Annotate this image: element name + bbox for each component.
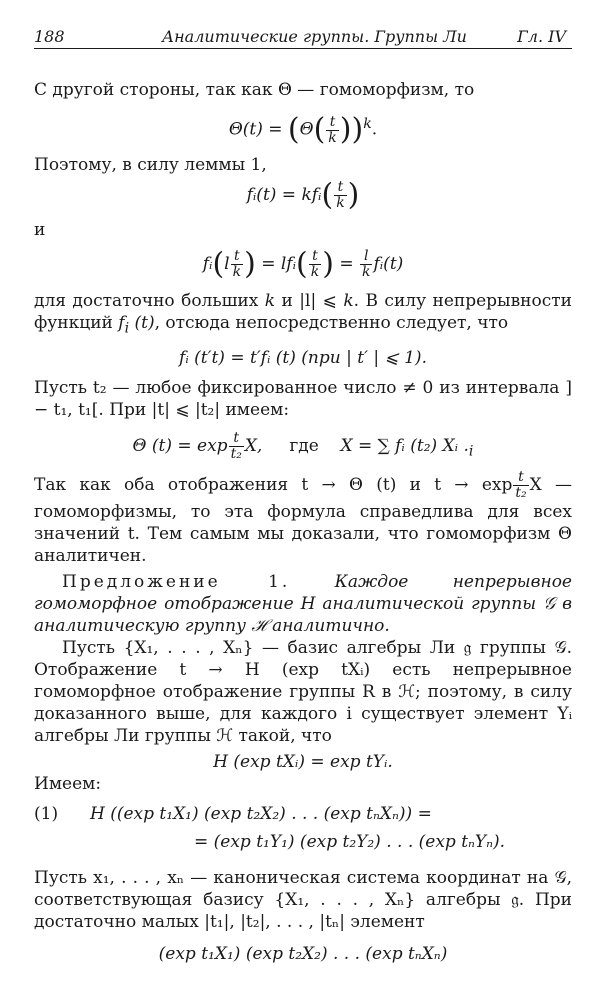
equation-4: fᵢ (t′t) = t′fᵢ (t) (при | t′ | ⩽ 1). [179,348,427,369]
paragraph-7: Пусть {X₁, . . . , Xₙ} — базис алгебры Ли 𝔤 группы 𝒢. Отображение t → H (exp tXᵢ) есть непрерывное гомоморфное отображение группы R в ℋ; поэтому, в силу доказанного выше, для каждого i существует элемент Yᵢ алгебры Ли группы ℋ такой, что [34,638,572,747]
running-title: Аналитические группы. Группы Ли [162,27,467,46]
equation-2: fᵢ(t) = kfᵢ( $\frac{t}{k}$ ) [246,177,360,213]
paragraph-6: Так как оба отображения t → Θ (t) и t → exp $\frac{t}{\text{t₂}}$ X — гомоморфизмы, то эта формула справедлива для всех значений t. Тем самым мы доказали, что гомоморфизм Θ аналитичен. [34,469,572,567]
equation-3: fᵢ(l $\frac{t}{k}$ ) = lfᵢ( $\frac{t}{k}$ ) = $\frac{l}{k}$ fᵢ(t) [202,246,404,282]
equation-5: Θ (t) = exp $\frac{t}{\text{t₂}}$ X, где X = ∑ fᵢ (t₂) Xᵢ $._i$ [132,430,474,463]
paragraph-4: для достаточно больших k и |l| ⩽ k. В силу непрерывности функций $f_i$ (t), отсюда непосредственно следует, что [34,290,572,337]
paragraph-9: Пусть x₁, . . . , xₙ — каноническая система координат на 𝒢, соответствующая базису {X₁, . . . , Xₙ} алгебры 𝔤. При достаточно малых |t₁|, |t₂|, . . . , |tₙ| элемент [34,868,572,933]
proposition-1: Предложение 1. Каждое непрерывное гомоморфное отображение H аналитической группы 𝒢 в аналитическую группу ℋ аналитично. [34,572,572,637]
paragraph-5: Пусть t₂ — любое фиксированное число ≠ 0 из интервала ]− t₁, t₁[. При |t| ⩽ |t₂| имеем: [34,378,572,421]
page [34,24,572,973]
equation-number: (1) [34,804,59,825]
paragraph-2: Поэтому, в силу леммы 1, [34,154,267,175]
chapter-label: Гл. IV [517,27,566,46]
paragraph-3: и [34,219,46,240]
equation-8: (exp t₁X₁) (exp t₂X₂) . . . (exp tₙXₙ) [158,944,448,965]
equation-1: Θ(t) = (Θ( $\frac{t}{k}$ ))$^k$. [228,112,378,148]
equation-6: H (exp tXᵢ) = exp tYᵢ. [213,752,393,773]
paragraph-8: Имеем: [34,774,102,795]
paragraph-1: С другой стороны, так как Θ — гомоморфизм, то [34,80,475,100]
equation-7: (1) H ((exp t₁X₁) (exp t₂X₂) . . . (exp tₙXₙ)) = = (exp t₁Y₁) (exp t₂Y₂) . . . (exp tₙYₙ). [34,804,506,853]
running-header [34,24,572,49]
page-number: 188 [34,27,65,46]
